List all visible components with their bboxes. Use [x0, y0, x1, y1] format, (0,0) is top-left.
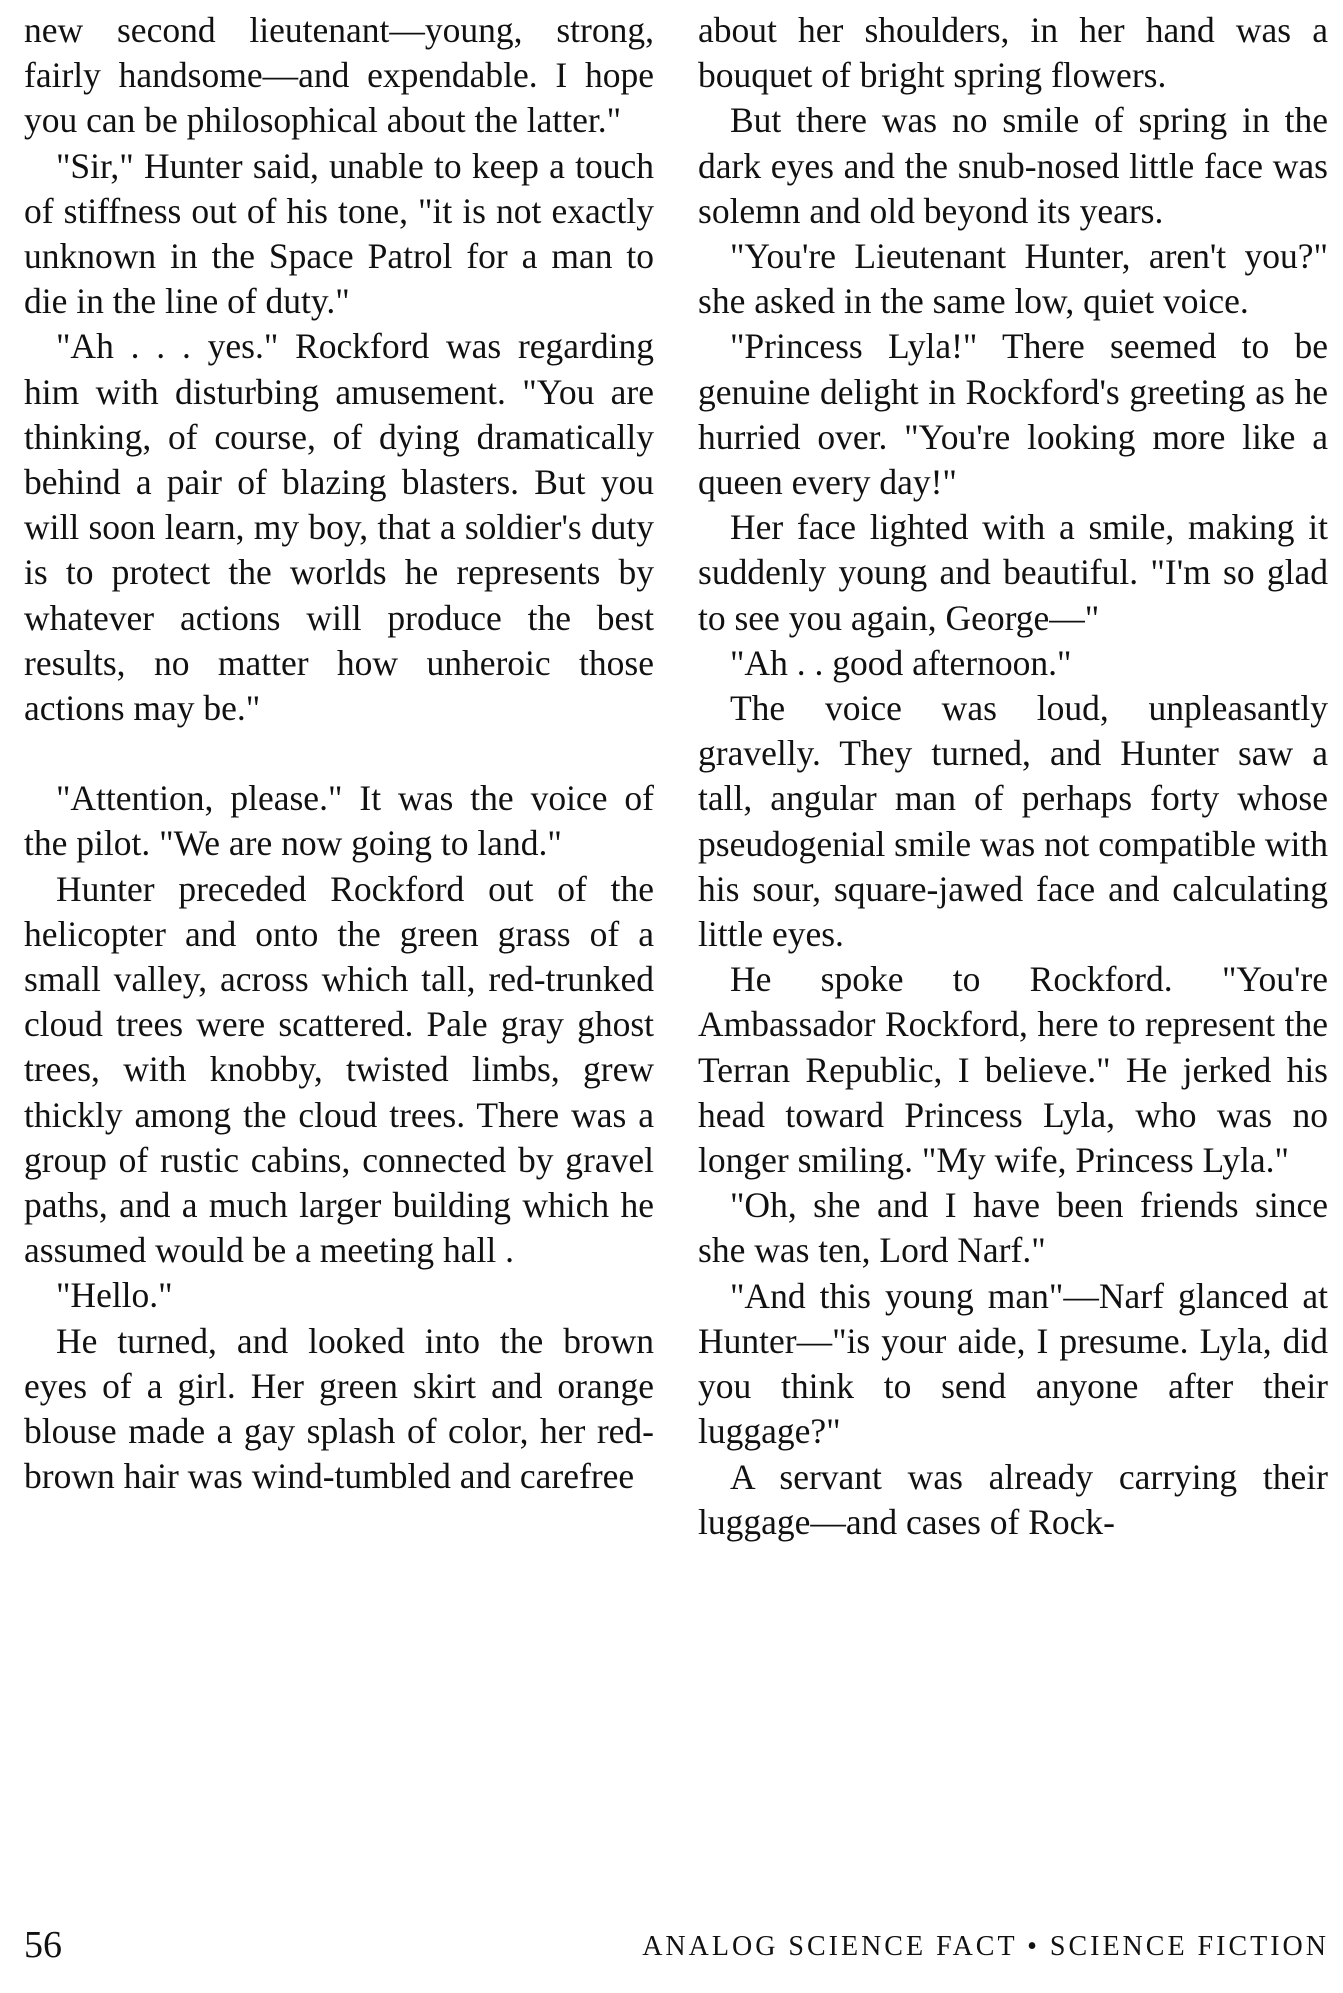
paragraph: He spoke to Rockford. "You're Ambassador Rockford, here to represent the Terran Republic, I believe." He jerked his head toward Princess Lyla, who was no longer smiling. "My wife, Princess Lyla."	[698, 959, 1328, 1181]
paragraph: He turned, and looked into the brown eyes of a girl. Her green skirt and orange blouse made a gay splash of color, her red-brown hair was wind-tumbled and carefree	[24, 1320, 654, 1497]
paragraph: "Oh, she and I have been friends since she was ten, Lord Narf."	[698, 1185, 1328, 1271]
paragraph: The voice was loud, unpleasantly gravelly. They turned, and Hunter saw a tall, angular man of perhaps forty whose pseudogenial smile was not compatible with his sour, square-jawed face and calculating little eyes.	[698, 688, 1329, 955]
running-head: ANALOG SCIENCE FACT • SCIENCE FICTION	[642, 1931, 1329, 1962]
paragraph: "Attention, please." It was the voice of the pilot. "We are now going to land."	[24, 778, 654, 864]
paragraph: "Princess Lyla!" There seemed to be genuine delight in Rockford's greeting as he hurried over. "You're looking more like a queen every day!"	[698, 326, 1328, 503]
paragraph: new second lieutenant—young, strong, fairly handsome—and expendable. I hope you can be philosophical about the latter."	[24, 10, 654, 141]
paragraph: A servant was already carrying their luggage—and cases of Rock-	[698, 1456, 1328, 1542]
page-number: 56	[24, 1924, 62, 1966]
paragraph: "Hello."	[55, 1275, 173, 1316]
paragraph: "And this young man"—Narf glanced at Hunter—"is your aide, I presume. Lyla, did you think to send anyone after their luggage?"	[698, 1275, 1328, 1452]
paragraph: "Ah . . . yes." Rockford was regarding him with disturbing amusement. "You are thinking, of course, of dying dramatically behind a pair of blazing blasters. But you will soon learn, my boy, that a soldier's duty is to protect the worlds he represents by whatever actions will produce the best results, no matter how unheroic those actions may be."	[24, 326, 654, 729]
page-footer	[24, 1920, 1329, 1970]
paragraph: But there was no smile of spring in the dark eyes and the snub-nosed little face was solemn and old beyond its years.	[698, 100, 1328, 231]
paragraph: Hunter preceded Rockford out of the helicopter and onto the green grass of a small valley, across which tall, red-trunked cloud trees were scattered. Pale gray ghost trees, with knobby, twisted limbs, grew thickly among the cloud trees. There was a group of rustic cabins, connected by gravel paths, and a much larger building which he assumed would be a meeting hall .	[24, 868, 654, 1271]
paragraph: about her shoulders, in her hand was a bouquet of bright spring flowers.	[698, 10, 1328, 96]
paragraph: Her face lighted with a smile, making it suddenly young and beautiful. "I'm so glad to see you again, George—"	[698, 507, 1328, 638]
paragraph: "Ah . . good afternoon."	[729, 642, 1072, 683]
paragraph: "You're Lieutenant Hunter, aren't you?" she asked in the same low, quiet voice.	[698, 236, 1328, 322]
left-column	[24, 8, 654, 1500]
right-column	[698, 8, 1328, 1545]
paragraph: "Sir," Hunter said, unable to keep a touch of stiffness out of his tone, "it is not exactly unknown in the Space Patrol for a man to die in the line of duty."	[24, 145, 654, 322]
